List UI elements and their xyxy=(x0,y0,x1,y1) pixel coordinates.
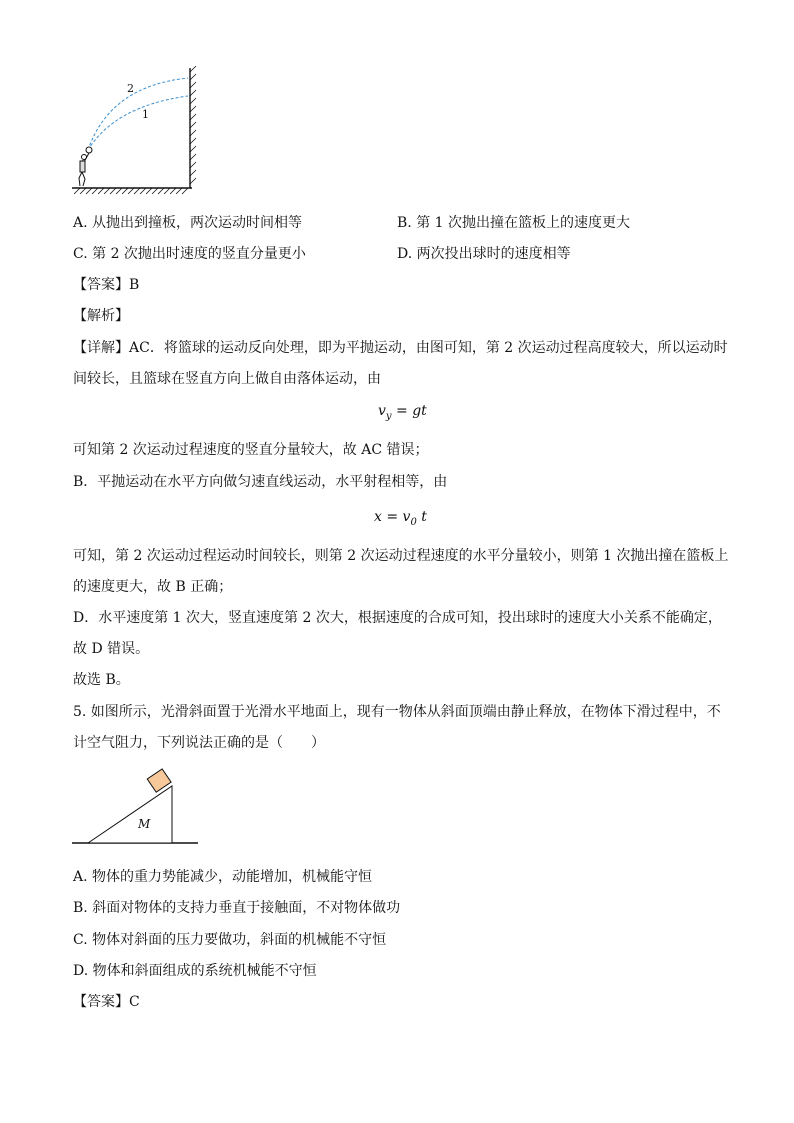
q4-option-a: A. 从抛出到撞板，两次运动时间相等 xyxy=(73,215,303,231)
q5-stem-line1: 5. 如图所示，光滑斜面置于光滑水平地面上，现有一物体从斜面顶端由静止释放，在物体下滑过程中，不 xyxy=(73,704,721,720)
q4-detail-line5: 可知，第 2 次运动过程运动时间较长，则第 2 次运动过程速度的水平分量较小，则第 1 次抛出撞在篮板上 xyxy=(73,548,729,564)
q5-answer: 【答案】C xyxy=(73,994,140,1010)
detail-tag: 【详解】 xyxy=(73,340,129,356)
equation-vy-text: $v_y$ = gt xyxy=(378,403,427,422)
incline-label: M xyxy=(138,817,151,831)
trajectory-2 xyxy=(88,78,188,150)
label-trajectory-1: 1 xyxy=(142,108,149,121)
player-figure xyxy=(79,147,92,186)
detail-line1-text: AC．将篮球的运动反向处理，即为平抛运动，由图可知，第 2 次运动过程高度较大，所以运动时 xyxy=(129,340,728,356)
equation-x xyxy=(374,509,427,528)
q5-option-c: C. 物体对斜面的压力要做功，斜面的机械能不守恒 xyxy=(73,932,387,948)
q4-analysis-title: 【解析】 xyxy=(73,308,129,324)
q4-detail-line8: 故 D 错误。 xyxy=(73,641,150,657)
q4-detail-line7: D．水平速度第 1 次大，竖直速度第 2 次大，根据速度的合成可知，投出球时的速度大小关系不能确定， xyxy=(73,610,722,626)
trajectory-1 xyxy=(88,96,188,150)
equation-x-text: $x = v_0$ t xyxy=(374,509,427,528)
figure-basketball-throw xyxy=(70,66,210,196)
label-trajectory-2: 2 xyxy=(127,82,134,95)
q4-option-d: D. 两次投出球时的速度相等 xyxy=(397,246,571,262)
q4-detail-line6: 的速度更大，故 B 正确； xyxy=(73,579,233,595)
q4-answer: 【答案】B xyxy=(73,277,140,293)
q4-detail-line9: 故选 B。 xyxy=(73,672,130,688)
q4-detail-line3: 可知第 2 次运动过程速度的竖直分量较大，故 AC 错误； xyxy=(73,442,429,458)
q4-detail-line1 xyxy=(73,339,728,357)
q5-option-a: A. 物体的重力势能减少，动能增加，机械能守恒 xyxy=(73,869,373,885)
equation-vy xyxy=(378,403,427,422)
q4-option-c: C. 第 2 次抛出时速度的竖直分量更小 xyxy=(73,246,306,262)
q5-stem-line2: 计空气阻力，下列说法正确的是（ ） xyxy=(73,735,325,751)
q4-option-b: B. 第 1 次抛出撞在篮板上的速度更大 xyxy=(397,215,630,231)
q4-detail-line2: 间较长，且篮球在竖直方向上做自由落体运动，由 xyxy=(73,371,381,387)
q5-option-d: D. 物体和斜面组成的系统机械能不守恒 xyxy=(73,963,317,979)
figure-incline xyxy=(70,764,200,844)
q5-option-b: B. 斜面对物体的支持力垂直于接触面，不对物体做功 xyxy=(73,900,401,916)
q4-detail-line4: B．平抛运动在水平方向做匀速直线运动，水平射程相等，由 xyxy=(73,474,448,490)
